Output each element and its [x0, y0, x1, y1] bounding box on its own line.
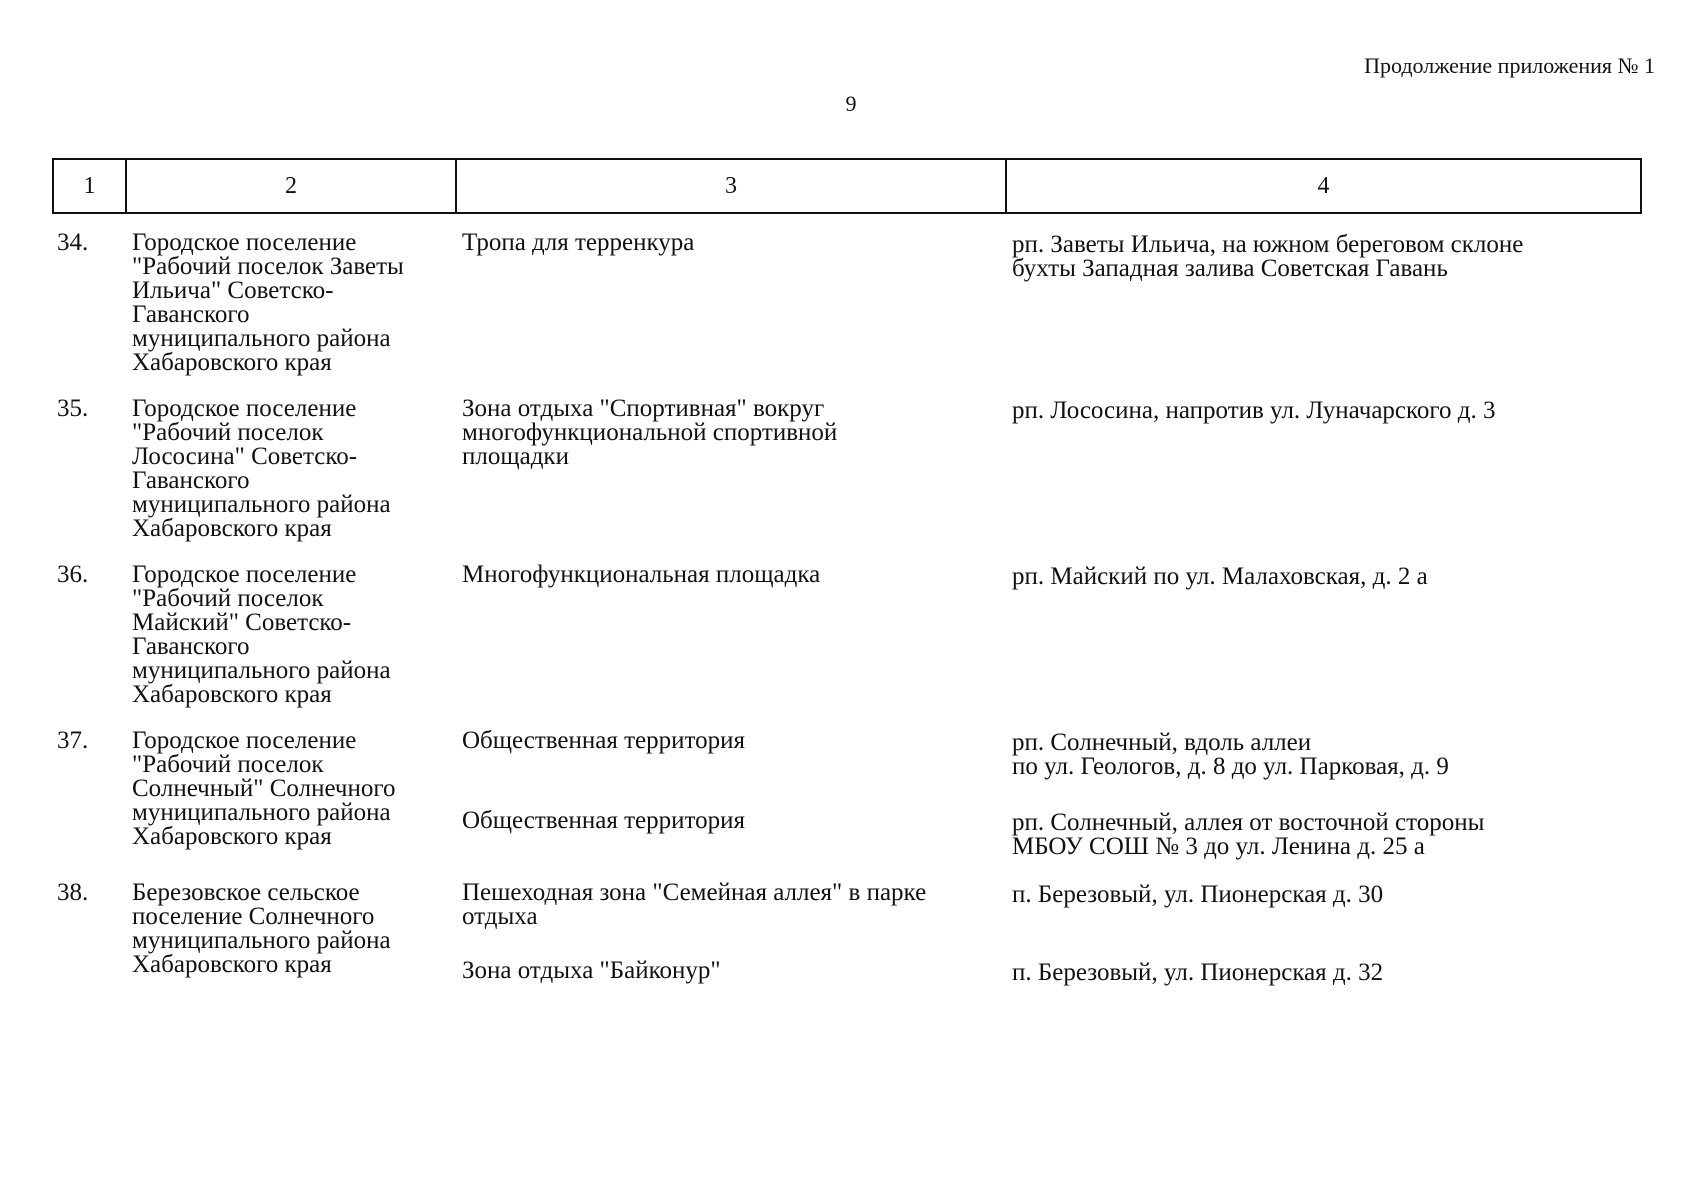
page-number: 9	[845, 91, 857, 116]
facility-entry	[455, 563, 1642, 589]
facility-entry	[455, 881, 1642, 929]
entries-cell	[455, 231, 1642, 281]
address-cell: п. Березовый, ул. Пионерская д. 32	[1012, 959, 1384, 986]
object-name-cell: Зона отдыха "Спортивная" вокруг многофункциональной спортивной площадки	[462, 395, 838, 470]
row-number: 36.	[57, 561, 89, 588]
municipality-cell: Городское поселение "Рабочий поселок Солнечный" Солнечного муниципального района Хабаровского края	[132, 727, 396, 850]
municipality-cell: Городское поселение "Рабочий поселок Лососина" Советско- Гаванского муниципального района Хабаровского края	[132, 395, 391, 542]
table-header-row	[52, 158, 1642, 214]
row-number: 38.	[57, 879, 89, 906]
entries-cell	[455, 881, 1642, 985]
object-name-cell: Зона отдыха "Байконур"	[462, 957, 721, 984]
address-cell: рп. Солнечный, вдоль аллеи по ул. Геологов, д. 8 до ул. Парковая, д. 9	[1012, 729, 1449, 780]
address-cell: рп. Заветы Ильича, на южном береговом склоне бухты Западная залива Советская Гавань	[1012, 231, 1524, 282]
appendix-continuation-caption: Продолжение приложения № 1	[1364, 53, 1655, 78]
object-name-cell: Многофункциональная площадка	[462, 561, 821, 588]
entries-cell	[455, 397, 1642, 469]
table-row	[52, 397, 1642, 541]
facility-entry	[455, 729, 1642, 779]
object-name-cell: Тропа для терренкура	[462, 229, 695, 256]
municipality-cell: Березовское сельское поселение Солнечного муниципального района Хабаровского края	[132, 879, 391, 978]
entries-cell	[455, 729, 1642, 859]
row-number: 35.	[57, 395, 89, 422]
row-number: 34.	[57, 229, 89, 256]
address-cell: рп. Солнечный, аллея от восточной стороны МБОУ СОШ № 3 до ул. Ленина д. 25 а	[1012, 809, 1485, 860]
column-header-1: 1	[54, 160, 127, 212]
column-header-4: 4	[1317, 172, 1330, 199]
table-row	[52, 881, 1642, 985]
object-name-cell: Пешеходная зона "Семейная аллея" в парке отдыха	[462, 879, 927, 930]
table-body	[52, 231, 1642, 1007]
municipality-cell: Городское поселение "Рабочий поселок Заветы Ильича" Советско- Гаванского муниципального района Хабаровского края	[132, 229, 404, 376]
address-cell: рп. Лососина, напротив ул. Луначарского д. 3	[1012, 397, 1496, 424]
facility-entry	[455, 809, 1642, 859]
object-name-cell: Общественная территория	[462, 727, 745, 754]
table-row	[52, 729, 1642, 859]
address-cell: рп. Майский по ул. Малаховская, д. 2 а	[1012, 563, 1428, 590]
municipality-cell: Городское поселение "Рабочий поселок Майский" Советско- Гаванского муниципального района Хабаровского края	[132, 561, 391, 708]
facility-entry	[455, 231, 1642, 281]
entries-cell	[455, 563, 1642, 589]
address-cell: п. Березовый, ул. Пионерская д. 30	[1012, 881, 1384, 908]
table-row	[52, 563, 1642, 707]
object-name-cell: Общественная территория	[462, 807, 745, 834]
row-number: 37.	[57, 727, 89, 754]
table-row	[52, 231, 1642, 375]
facility-entry	[455, 397, 1642, 469]
column-header-2: 2	[127, 160, 457, 212]
column-header-3: 3	[457, 160, 1007, 212]
facility-entry	[455, 959, 1642, 985]
